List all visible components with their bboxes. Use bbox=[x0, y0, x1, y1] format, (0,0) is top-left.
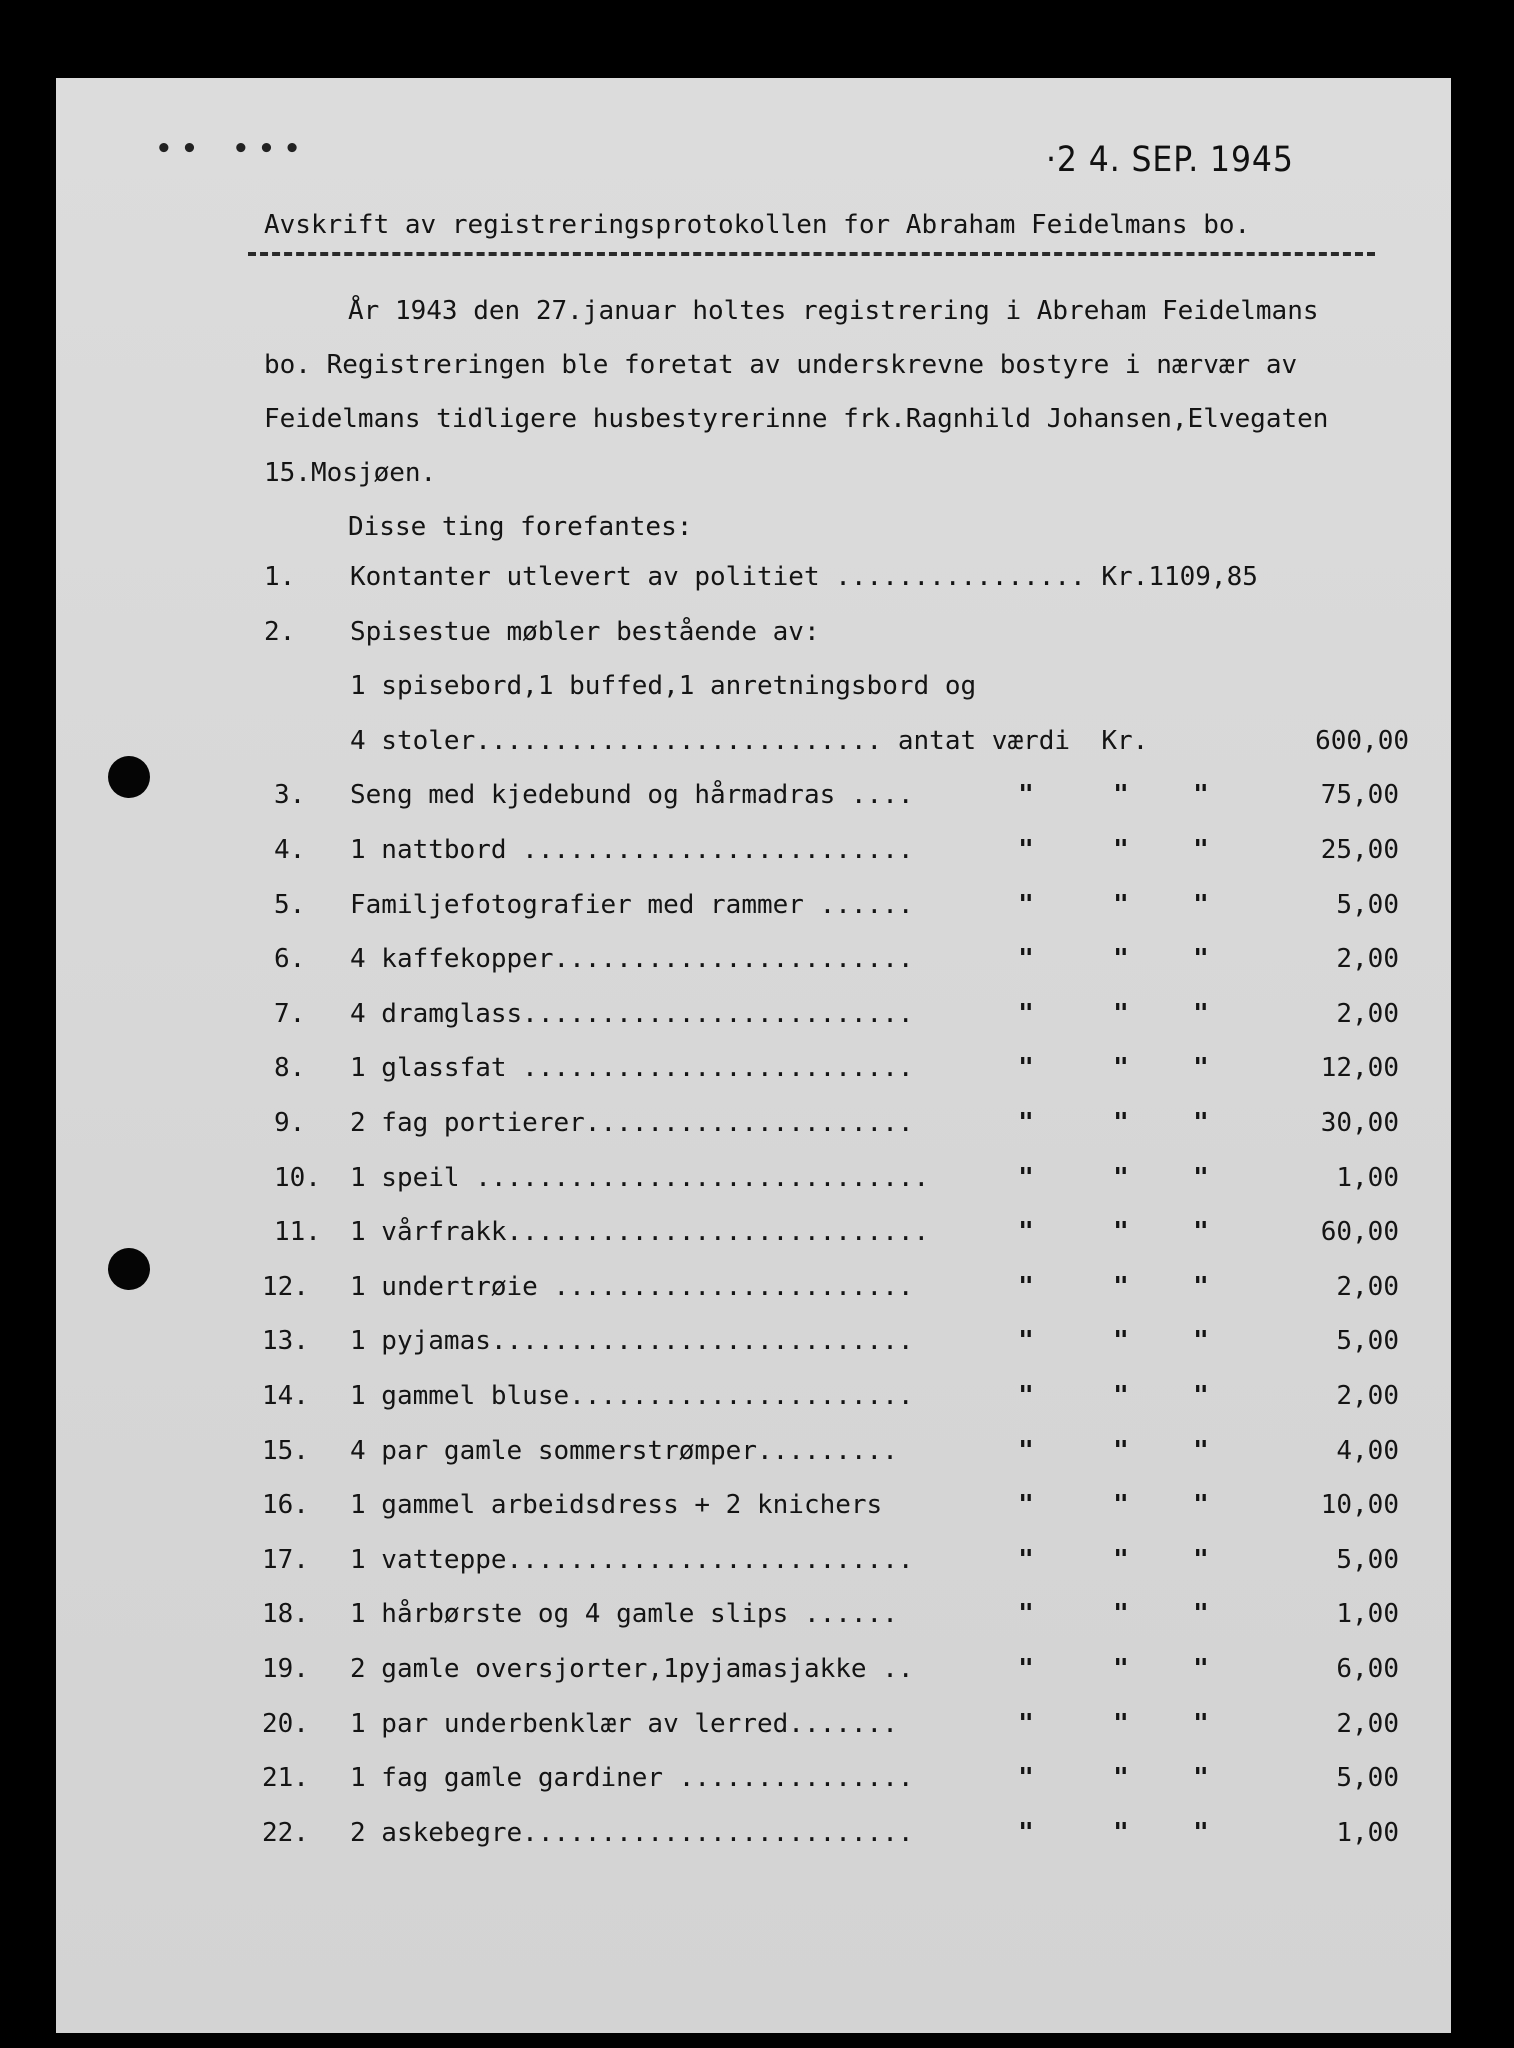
date-stamp: ·2 4. SEP. 1945 bbox=[1046, 140, 1294, 180]
ditto-mark: " bbox=[1113, 835, 1129, 865]
item-amount: 10,00 bbox=[1320, 1490, 1399, 1520]
item-description: Kontanter utlevert av politiet ................ Kr.1109,85 bbox=[350, 562, 1258, 592]
ditto-mark: " bbox=[1113, 1763, 1129, 1793]
item-description: 1 glassfat ......................... bbox=[350, 1053, 914, 1083]
ditto-mark: " bbox=[1018, 1545, 1034, 1575]
item-number: 11. bbox=[274, 1217, 321, 1247]
item-number: 5. bbox=[274, 890, 306, 920]
ditto-mark: " bbox=[1018, 1163, 1034, 1193]
ditto-mark: " bbox=[1113, 1108, 1129, 1138]
item-number: 13. bbox=[262, 1326, 309, 1356]
list-item bbox=[56, 1379, 1451, 1413]
ditto-mark: " bbox=[1018, 1436, 1034, 1466]
list-item bbox=[56, 833, 1451, 867]
item-description: 2 gamle oversjorter,1pyjamasjakke .. bbox=[350, 1654, 914, 1684]
item-amount: 25,00 bbox=[1320, 835, 1399, 865]
list-item bbox=[56, 1816, 1451, 1850]
list-item bbox=[56, 615, 1451, 649]
list-item bbox=[56, 1761, 1451, 1795]
ditto-mark: " bbox=[1193, 1709, 1209, 1739]
list-item bbox=[56, 724, 1451, 758]
ditto-mark: " bbox=[1113, 1654, 1129, 1684]
ditto-mark: " bbox=[1018, 1326, 1034, 1356]
item-amount: 2,00 bbox=[1336, 999, 1399, 1029]
ditto-mark: " bbox=[1018, 1654, 1034, 1684]
intro-line-2: bo. Registreringen ble foretat av underskrevne bostyre i nærvær av bbox=[264, 350, 1298, 380]
item-description: 1 pyjamas........................... bbox=[350, 1326, 914, 1356]
item-description: 1 gammel arbeidsdress + 2 knichers bbox=[350, 1490, 883, 1520]
ditto-mark: " bbox=[1018, 1763, 1034, 1793]
ditto-mark: " bbox=[1018, 1599, 1034, 1629]
list-item bbox=[56, 1215, 1451, 1249]
document-title: Avskrift av registreringsprotokollen for Abraham Feidelmans bo. bbox=[264, 210, 1251, 240]
item-amount: 5,00 bbox=[1336, 1545, 1399, 1575]
item-amount: 2,00 bbox=[1336, 1381, 1399, 1411]
item-number: 14. bbox=[262, 1381, 309, 1411]
list-item bbox=[56, 1488, 1451, 1522]
list-item bbox=[56, 942, 1451, 976]
ditto-mark: " bbox=[1113, 1217, 1129, 1247]
item-number: 22. bbox=[262, 1818, 309, 1848]
item-amount: 5,00 bbox=[1336, 890, 1399, 920]
ditto-mark: " bbox=[1193, 1272, 1209, 1302]
item-description: 2 fag portierer..................... bbox=[350, 1108, 914, 1138]
ditto-mark: " bbox=[1113, 944, 1129, 974]
item-number: 12. bbox=[262, 1272, 309, 1302]
item-description: 1 vårfrakk........................... bbox=[350, 1217, 930, 1247]
list-item bbox=[56, 1106, 1451, 1140]
item-description: 1 fag gamle gardiner ............... bbox=[350, 1763, 914, 1793]
item-description: Spisestue møbler bestående av: bbox=[350, 617, 820, 647]
corner-mark: •• ••• bbox=[156, 134, 310, 164]
ditto-mark: " bbox=[1113, 1599, 1129, 1629]
ditto-mark: " bbox=[1113, 890, 1129, 920]
list-item bbox=[56, 1270, 1451, 1304]
item-description: 4 par gamle sommerstrømper......... bbox=[350, 1436, 898, 1466]
ditto-mark: " bbox=[1018, 944, 1034, 974]
ditto-mark: " bbox=[1113, 1272, 1129, 1302]
ditto-mark: " bbox=[1193, 944, 1209, 974]
list-item bbox=[56, 1543, 1451, 1577]
document-page bbox=[56, 78, 1451, 2033]
item-number: 10. bbox=[274, 1163, 321, 1193]
item-description: 1 speil ............................. bbox=[350, 1163, 930, 1193]
item-description: Familjefotografier med rammer ...... bbox=[350, 890, 914, 920]
ditto-mark: " bbox=[1018, 1217, 1034, 1247]
ditto-mark: " bbox=[1193, 1436, 1209, 1466]
item-description: 1 hårbørste og 4 gamle slips ...... bbox=[350, 1599, 898, 1629]
list-item bbox=[56, 669, 1451, 703]
list-item bbox=[56, 888, 1451, 922]
list-item bbox=[56, 1051, 1451, 1085]
ditto-mark: " bbox=[1193, 1490, 1209, 1520]
item-number: 16. bbox=[262, 1490, 309, 1520]
ditto-mark: " bbox=[1193, 1108, 1209, 1138]
item-description: 1 vatteppe.......................... bbox=[350, 1545, 914, 1575]
item-description: 1 nattbord ......................... bbox=[350, 835, 914, 865]
ditto-mark: " bbox=[1113, 1709, 1129, 1739]
ditto-mark: " bbox=[1193, 1326, 1209, 1356]
ditto-mark: " bbox=[1193, 1599, 1209, 1629]
item-amount: 1,00 bbox=[1336, 1818, 1399, 1848]
item-description: 1 spisebord,1 buffed,1 anretningsbord og bbox=[350, 671, 977, 701]
ditto-mark: " bbox=[1113, 1381, 1129, 1411]
title-underline bbox=[248, 252, 1375, 256]
ditto-mark: " bbox=[1018, 835, 1034, 865]
item-number: 2. bbox=[264, 617, 296, 647]
ditto-mark: " bbox=[1113, 1490, 1129, 1520]
item-number: 15. bbox=[262, 1436, 309, 1466]
list-item bbox=[56, 1161, 1451, 1195]
list-item bbox=[56, 1707, 1451, 1741]
items-heading: Disse ting forefantes: bbox=[348, 512, 693, 542]
list-item bbox=[56, 1434, 1451, 1468]
item-number: 19. bbox=[262, 1654, 309, 1684]
ditto-mark: " bbox=[1193, 1163, 1209, 1193]
item-number: 4. bbox=[274, 835, 306, 865]
ditto-mark: " bbox=[1193, 1763, 1209, 1793]
item-number: 18. bbox=[262, 1599, 309, 1629]
ditto-mark: " bbox=[1113, 1053, 1129, 1083]
intro-line-1: År 1943 den 27.januar holtes registrering i Abreham Feidelmans bbox=[348, 296, 1319, 326]
item-amount: 60,00 bbox=[1320, 1217, 1399, 1247]
ditto-mark: " bbox=[1193, 1545, 1209, 1575]
item-number: 20. bbox=[262, 1709, 309, 1739]
ditto-mark: " bbox=[1018, 1108, 1034, 1138]
ditto-mark: " bbox=[1018, 1709, 1034, 1739]
item-amount: 12,00 bbox=[1320, 1053, 1399, 1083]
item-description: Seng med kjedebund og hårmadras .... bbox=[350, 780, 914, 810]
item-amount: 30,00 bbox=[1320, 1108, 1399, 1138]
ditto-mark: " bbox=[1113, 1545, 1129, 1575]
ditto-mark: " bbox=[1113, 780, 1129, 810]
item-amount: 6,00 bbox=[1336, 1654, 1399, 1684]
ditto-mark: " bbox=[1193, 1053, 1209, 1083]
item-amount: 5,00 bbox=[1336, 1326, 1399, 1356]
item-amount: 75,00 bbox=[1320, 780, 1399, 810]
item-description: 1 undertrøie ....................... bbox=[350, 1272, 914, 1302]
list-item bbox=[56, 778, 1451, 812]
ditto-mark: " bbox=[1018, 1053, 1034, 1083]
ditto-mark: " bbox=[1193, 835, 1209, 865]
ditto-mark: " bbox=[1193, 1381, 1209, 1411]
intro-line-3: Feidelmans tidligere husbestyrerinne frk.Ragnhild Johansen,Elvegaten bbox=[264, 404, 1329, 434]
item-amount: 600,00 bbox=[1315, 726, 1409, 756]
item-number: 1. bbox=[264, 562, 296, 592]
ditto-mark: " bbox=[1113, 1326, 1129, 1356]
list-item bbox=[56, 1652, 1451, 1686]
item-number: 17. bbox=[262, 1545, 309, 1575]
item-description: 4 stoler.......................... antat værdi Kr. bbox=[350, 726, 1149, 756]
ditto-mark: " bbox=[1193, 780, 1209, 810]
ditto-mark: " bbox=[1018, 1818, 1034, 1848]
item-amount: 4,00 bbox=[1336, 1436, 1399, 1466]
item-amount: 1,00 bbox=[1336, 1599, 1399, 1629]
list-item bbox=[56, 560, 1451, 594]
item-description: 1 par underbenklær av lerred....... bbox=[350, 1709, 898, 1739]
item-amount: 2,00 bbox=[1336, 1709, 1399, 1739]
intro-line-4: 15.Mosjøen. bbox=[264, 458, 437, 488]
item-number: 7. bbox=[274, 999, 306, 1029]
item-amount: 2,00 bbox=[1336, 1272, 1399, 1302]
ditto-mark: " bbox=[1113, 1163, 1129, 1193]
ditto-mark: " bbox=[1193, 1654, 1209, 1684]
ditto-mark: " bbox=[1193, 999, 1209, 1029]
item-description: 2 askebegre......................... bbox=[350, 1818, 914, 1848]
ditto-mark: " bbox=[1018, 780, 1034, 810]
list-item bbox=[56, 1324, 1451, 1358]
item-description: 1 gammel bluse...................... bbox=[350, 1381, 914, 1411]
item-number: 21. bbox=[262, 1763, 309, 1793]
ditto-mark: " bbox=[1193, 1818, 1209, 1848]
ditto-mark: " bbox=[1018, 999, 1034, 1029]
ditto-mark: " bbox=[1193, 1217, 1209, 1247]
ditto-mark: " bbox=[1193, 890, 1209, 920]
ditto-mark: " bbox=[1113, 1818, 1129, 1848]
item-description: 4 dramglass......................... bbox=[350, 999, 914, 1029]
ditto-mark: " bbox=[1018, 890, 1034, 920]
item-number: 8. bbox=[274, 1053, 306, 1083]
ditto-mark: " bbox=[1113, 1436, 1129, 1466]
ditto-mark: " bbox=[1113, 999, 1129, 1029]
item-amount: 2,00 bbox=[1336, 944, 1399, 974]
item-number: 9. bbox=[274, 1108, 306, 1138]
ditto-mark: " bbox=[1018, 1272, 1034, 1302]
item-amount: 5,00 bbox=[1336, 1763, 1399, 1793]
list-item bbox=[56, 997, 1451, 1031]
list-item bbox=[56, 1597, 1451, 1631]
item-number: 3. bbox=[274, 780, 306, 810]
ditto-mark: " bbox=[1018, 1381, 1034, 1411]
item-number: 6. bbox=[274, 944, 306, 974]
item-amount: 1,00 bbox=[1336, 1163, 1399, 1193]
item-description: 4 kaffekopper....................... bbox=[350, 944, 914, 974]
ditto-mark: " bbox=[1018, 1490, 1034, 1520]
